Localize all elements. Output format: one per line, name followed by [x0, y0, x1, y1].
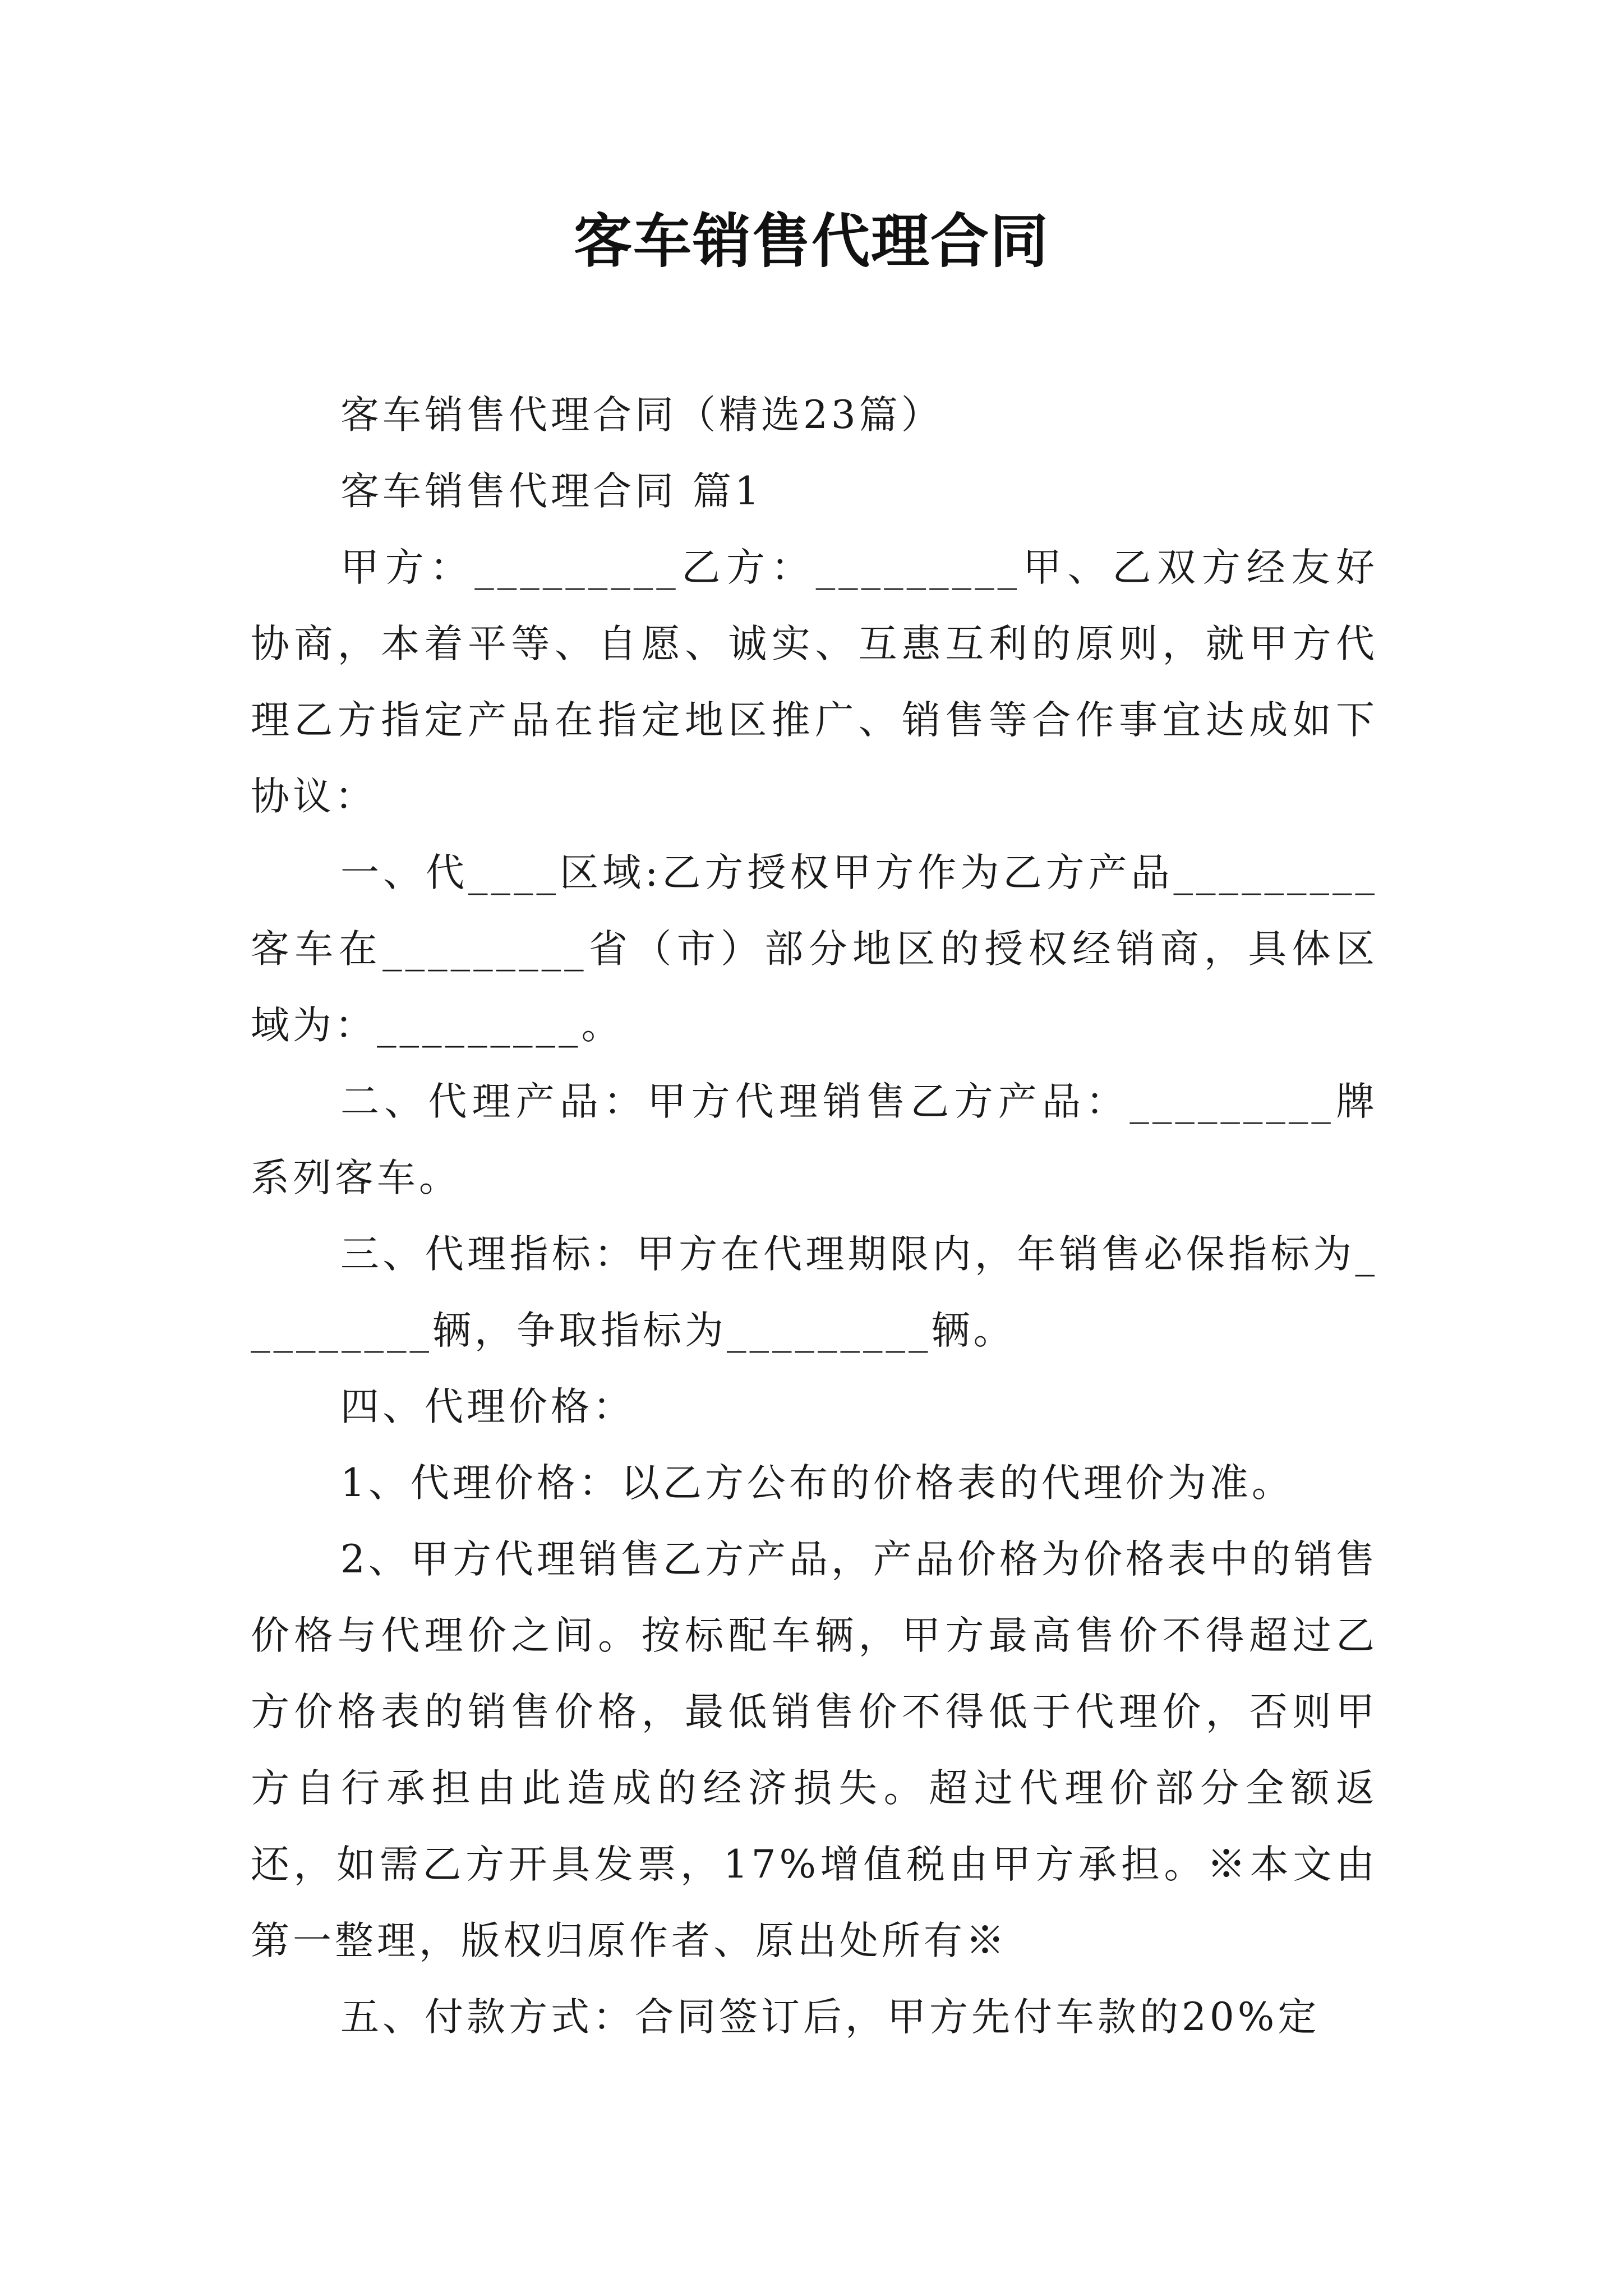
- paragraph-clause-4-price-heading: 四、代理价格：: [340, 1384, 635, 1429]
- paragraph-clause-1-region: 一、代____区域:乙方授权甲方作为乙方产品_________客车在_________省（市）部分地区的授权经销商，具体区域为：_________。: [251, 850, 1378, 1048]
- paragraph-clause-5-payment: 五、付款方式：合同签订后，甲方先付车款的20%定: [340, 1995, 1320, 2040]
- paragraph-clause-4-item-2: 2、甲方代理销售乙方产品，产品价格为价格表中的销售价格与代理价之间。按标配车辆，甲方最高售价不得超过乙方价格表的销售价格，最低销售价不得低于代理价，否则甲方自行承担由此造成的经济损失。超过代理价部分全额返还，如需乙方开具发票，17%增值税由甲方承担。※本文由第一整理，版权归原作者、原出处所有※: [251, 1537, 1378, 1963]
- paragraph-clause-3-targets: 三、代理指标：甲方在代理期限内，年销售必保指标为_________辆，争取指标为_________辆。: [251, 1232, 1378, 1353]
- document-title: 客车销售代理合同: [573, 206, 1049, 275]
- paragraph-clause-4-item-1: 1、代理价格：以乙方公布的价格表的代理价为准。: [340, 1461, 1294, 1506]
- paragraph-clause-2-product: 二、代理产品：甲方代理销售乙方产品：_________牌系列客车。: [251, 1079, 1378, 1200]
- paragraph-parties: 甲方：_________乙方：_________甲、乙双方经友好协商，本着平等、自愿、诚实、互惠互利的原则，就甲方代理乙方指定产品在指定地区推广、销售等合作事宜达成如下协议：: [251, 545, 1378, 819]
- document-body: [251, 377, 1378, 2055]
- paragraph-section-heading: 客车销售代理合同 篇1: [340, 469, 763, 514]
- paragraph-subtitle: 客车销售代理合同（精选23篇）: [340, 393, 943, 438]
